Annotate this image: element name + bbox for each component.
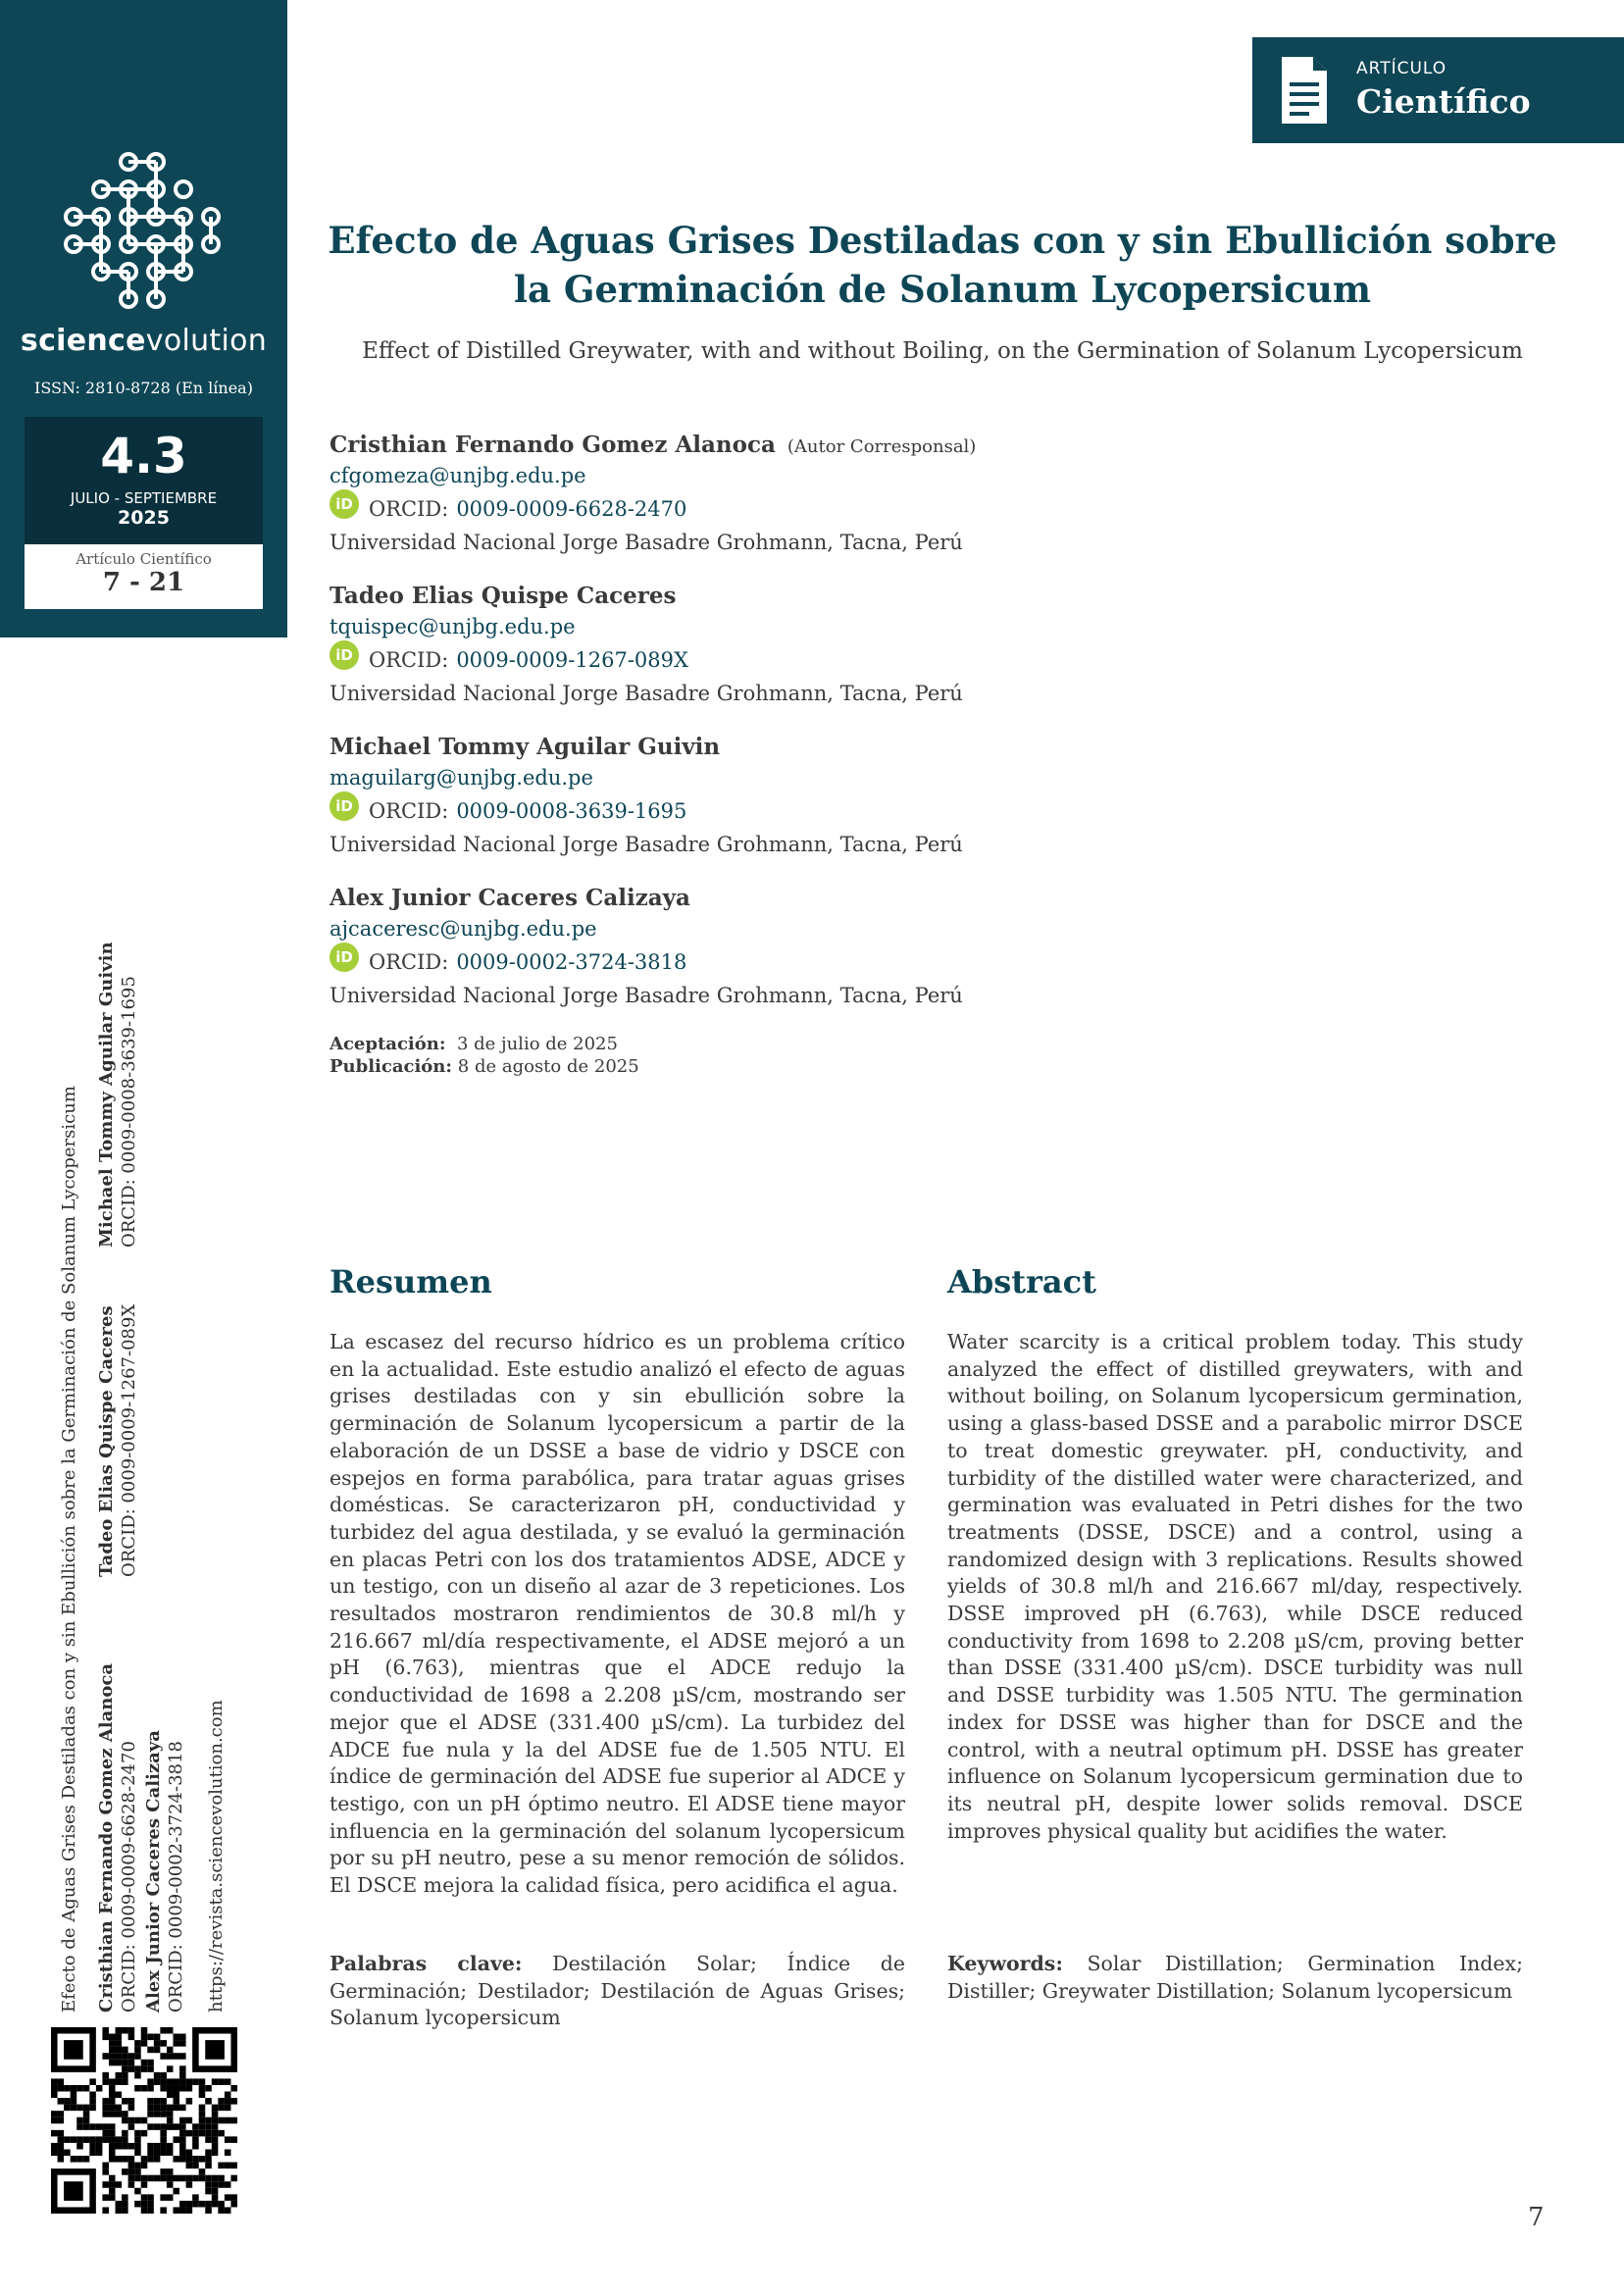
article-title [324,216,1561,314]
author-name: Alex Junior Caceres Calizaya [330,885,690,911]
orcid-link[interactable]: 0009-0009-6628-2470 [456,497,687,521]
orcid-link[interactable]: 0009-0009-1267-089X [456,648,688,672]
author-affiliation: Universidad Nacional Jorge Basadre Grohmann, Tacna, Perú [330,531,963,554]
author-orcid: iD ORCID: 0009-0009-6628-2470 [330,491,1506,527]
article-type-label: Artículo Científico [76,550,212,568]
resumen-heading: Resumen [330,1263,492,1300]
orcid-icon: iD [330,943,359,972]
abstract-keywords: Keywords: Solar Distillation; Germination Index; Distiller; Greywater Distillation; Solanum lycopersicum [947,1952,1523,2003]
journal-brand: sciencevolution [20,324,268,358]
publication-date: Publicación: 8 de agosto de 2025 [330,1056,639,1077]
journal-logo-icon [59,147,226,314]
orcid-icon: iD [330,640,359,670]
author-orcid: iD ORCID: 0009-0009-1267-089X [330,642,1506,678]
orcid-link[interactable]: 0009-0002-3724-3818 [456,950,687,974]
author-affiliation: Universidad Nacional Jorge Basadre Grohmann, Tacna, Perú [330,833,963,856]
author-affiliation: Universidad Nacional Jorge Basadre Grohmann, Tacna, Perú [330,682,963,705]
orcid-link[interactable]: 0009-0008-3639-1695 [456,799,687,823]
title-line-1: Efecto de Aguas Grises Destiladas con y sin Ebullición sobre [328,219,1557,262]
article-subtitle: Effect of Distilled Greywater, with and without Boiling, on the Germination of Solanum Lycopersicum [362,338,1523,364]
author-block [330,430,1506,558]
volume-year: 2025 [118,507,170,529]
author-block [330,883,1506,1011]
journal-sidebar [0,0,287,637]
author-orcid: iD ORCID: 0009-0002-3724-3818 [330,944,1506,980]
vertical-author-col2: Tadeo Elias Quispe Caceres [96,1305,117,1577]
page-range: 7 - 21 [102,568,185,597]
vertical-orcid-col3: ORCID: 0009-0008-3639-1695 [119,976,139,1248]
author-email[interactable]: tquispec@unjbg.edu.pe [330,615,576,638]
article-pages-box [25,544,263,609]
acceptance-date: Aceptación: 3 de julio de 2025 [330,1034,618,1054]
abstract-heading: Abstract [947,1263,1096,1300]
author-email[interactable]: ajcaceresc@unjbg.edu.pe [330,917,597,941]
author-name: Tadeo Elias Quispe Caceres [330,583,677,609]
author-block [330,581,1506,709]
publication-dates [330,1033,639,1078]
abstract-body: Water scarcity is a critical problem today. This study analyzed the effect of distilled greywaters, with and without boiling, on Solanum lycopersicum germination, using a glass-based DSSE and a parabolic mirror DSCE to treat domestic greywater. pH, conductivity, and turbidity of the distilled water were characterized, and germination was evaluated in Petri dishes for the two treatments (DSSE, DSCE) and a control, using a randomized design with 3 replications. Results showed yields of 30.8 ml/h and 216.667 ml/day, respectively. DSSE improved pH (6.763), while DSCE reduced conductivity from 1698 to 2.208 µS/cm, proving better than DSSE (331.400 µS/cm). DSCE turbidity was null and DSSE turbidity was 1.505 NTU. The germination index for DSSE was higher than for DSCE and the control, with a neutral optimum pH. DSSE has greater influence on Solanum lycopersicum germination due to its neutral pH, despite lower solids removal. DSCE improves physical quality but acidifies the water. [947,1330,1523,1843]
author-email[interactable]: maguilarg@unjbg.edu.pe [330,766,593,790]
author-affiliation: Universidad Nacional Jorge Basadre Grohmann, Tacna, Perú [330,984,963,1007]
issn: ISSN: 2810-8728 (En línea) [34,379,253,397]
author-block [330,732,1506,860]
document-icon [1278,55,1331,126]
vertical-article-title: Efecto de Aguas Grises Destiladas con y sin Ebullición sobre la Germinación de Solanum Lycopersicum [59,1086,79,2013]
title-line-2: la Germinación de Solanum Lycopersicum [514,268,1371,311]
article-type-badge [1252,37,1624,143]
vertical-author-col1b: Alex Junior Caceres Calizaya [143,1730,164,2013]
volume-number: 4.3 [100,428,187,484]
badge-big-text: Científico [1356,82,1531,121]
author-orcid: iD ORCID: 0009-0008-3639-1695 [330,793,1506,829]
vertical-orcid-col1b: ORCID: 0009-0002-3724-3818 [166,1741,186,2013]
vertical-authors-col1: Cristhian Fernando Gomez Alanoca [96,1662,117,2013]
vertical-orcid-col2: ORCID: 0009-0009-1267-089X [119,1303,139,1577]
page-number: 7 [1528,2203,1545,2232]
qr-code-icon [51,2027,237,2214]
journal-url[interactable]: https://revista.sciencevolution.com [206,1700,227,2013]
author-name: Michael Tommy Aguilar Guivin [330,734,721,760]
author-name: Cristhian Fernando Gomez Alanoca (Autor Corresponsal) [330,432,977,458]
corresponding-note: (Autor Corresponsal) [787,436,977,457]
orcid-icon: iD [330,489,359,519]
volume-period: JULIO - SEPTIEMBRE [70,489,218,507]
volume-box [25,417,263,544]
vertical-author-col3: Michael Tommy Aguilar Guivin [96,942,117,1248]
orcid-icon: iD [330,791,359,821]
badge-small-text: ARTÍCULO [1356,59,1447,78]
vertical-orcid-col1a: ORCID: 0009-0009-6628-2470 [119,1741,139,2013]
resumen-body: La escasez del recurso hídrico es un problema crítico en la actualidad. Este estudio analizó el efecto de aguas grises destiladas con y sin ebullición sobre la germinación de Solanum lycopersicum a partir de la elaboración de un DSSE a base de vidrio y DSCE con espejos en forma parabólica, para tratar aguas grises domésticas. Se caracterizaron pH, conductividad y turbidez del agua destilada, y se evaluó la germinación en placas Petri con los dos tratamientos ADSE, ADCE y un testigo, con un diseño al azar de 3 repeticiones. Los resultados mostraron rendimientos de 30.8 ml/h y 216.667 ml/día respectivamente, el ADSE mejoró a un pH (6.763), mientras que el ADCE redujo la conductividad de 1698 a 2.208 µS/cm, mostrando ser mejor que el ADSE (331.400 µS/cm). La turbidez del ADCE fue nula y la del ADSE fue de 1.505 NTU. El índice de germinación del ADSE fue superior al ADCE y testigo, con un pH óptimo neutro. El ADSE tiene mayor influencia en la germinación del solanum lycopersicum por su pH neutro, pese a su menor remoción de sólidos. El DSCE mejora la calidad física, pero acidifica el agua. [330,1330,905,1898]
resumen-keywords: Palabras clave: Destilación Solar; Índice de Germinación; Destilador; Destilación de Aguas Grises; Solanum lycopersicum [330,1952,906,2030]
author-email[interactable]: cfgomeza@unjbg.edu.pe [330,464,586,487]
